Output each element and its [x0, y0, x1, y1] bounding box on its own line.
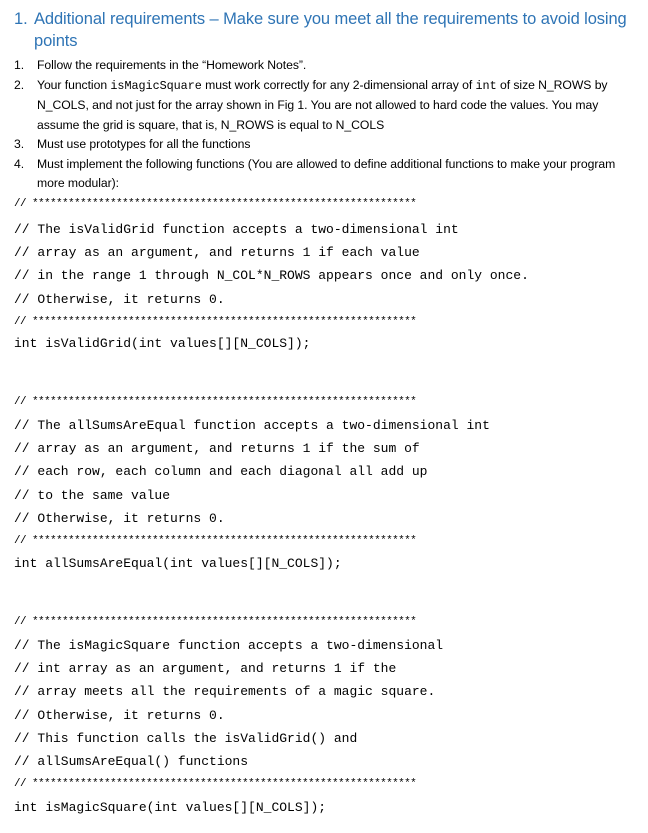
- code-comment-line: // The isValidGrid function accepts a two-dimensional int: [14, 222, 459, 237]
- comment-divider: // ****************************************************************: [14, 778, 417, 790]
- heading-text: Additional requirements – Make sure you meet all the requirements to avoid losing points: [34, 10, 627, 50]
- code-comment-line: // This function calls the isValidGrid() and: [14, 731, 358, 746]
- list-item-number: 3.: [14, 137, 25, 151]
- code-comment-line: // The isMagicSquare function accepts a two-dimensional: [14, 638, 444, 653]
- comment-divider: // ****************************************************************: [14, 316, 417, 328]
- list-item: [14, 56, 636, 76]
- list-item-number: 4.: [14, 156, 25, 171]
- list-item-text: Follow the requirements in the “Homework Notes”.: [37, 58, 307, 72]
- code-comment-line: // Otherwise, it returns 0.: [14, 511, 225, 526]
- function-prototype: int isMagicSquare(int values[][N_COLS]);: [14, 800, 327, 815]
- code-comment-line: // array as an argument, and returns 1 if each value: [14, 245, 420, 260]
- list-item-text: Must implement the following functions (You are allowed to define additional functions to make your program more modular):: [37, 156, 616, 190]
- list-item-text: Must use prototypes for all the functions: [37, 137, 251, 151]
- list-item-number: 1.: [14, 58, 25, 72]
- requirements-list: [14, 56, 636, 194]
- code-comment-line: // in the range 1 through N_COL*N_ROWS appears once and only once.: [14, 268, 529, 283]
- code-comment-line: // to the same value: [14, 488, 171, 503]
- list-item: [14, 135, 636, 155]
- list-item-text: Your function: [37, 77, 111, 92]
- function-prototype: int isValidGrid(int values[][N_COLS]);: [14, 336, 311, 351]
- inline-code: int: [475, 78, 497, 93]
- list-item: [14, 155, 636, 194]
- comment-divider: // ****************************************************************: [14, 535, 417, 547]
- code-comment-line: // allSumsAreEqual() functions: [14, 754, 249, 769]
- section-heading: [14, 8, 634, 52]
- comment-divider: // ****************************************************************: [14, 396, 417, 408]
- list-item-number: 2.: [14, 77, 25, 92]
- list-item-text: of size N_ROWS by N_COLS, and not just for the array shown in Fig 1. You are not allowed to hard code the values. You may assume the grid is square, that is, N_ROWS is equal to N_COLS: [37, 77, 608, 132]
- comment-divider: // ****************************************************************: [14, 616, 417, 628]
- code-comment-line: // array as an argument, and returns 1 if the sum of: [14, 441, 420, 456]
- code-comment-line: // array meets all the requirements of a magic square.: [14, 684, 436, 699]
- code-comment-line: // Otherwise, it returns 0.: [14, 292, 225, 307]
- code-comment-line: // each row, each column and each diagonal all add up: [14, 464, 428, 479]
- heading-number: 1.: [14, 10, 28, 28]
- list-item-text: must work correctly for any 2-dimensional array of: [201, 77, 476, 92]
- inline-code: isMagicSquare: [110, 78, 202, 93]
- function-prototype: int allSumsAreEqual(int values[][N_COLS]);: [14, 556, 342, 571]
- comment-divider: // ****************************************************************: [14, 198, 417, 210]
- code-comment-line: // The allSumsAreEqual function accepts a two-dimensional int: [14, 418, 490, 433]
- code-comment-line: // Otherwise, it returns 0.: [14, 708, 225, 723]
- list-item: [14, 76, 636, 136]
- code-comment-line: // int array as an argument, and returns 1 if the: [14, 661, 397, 676]
